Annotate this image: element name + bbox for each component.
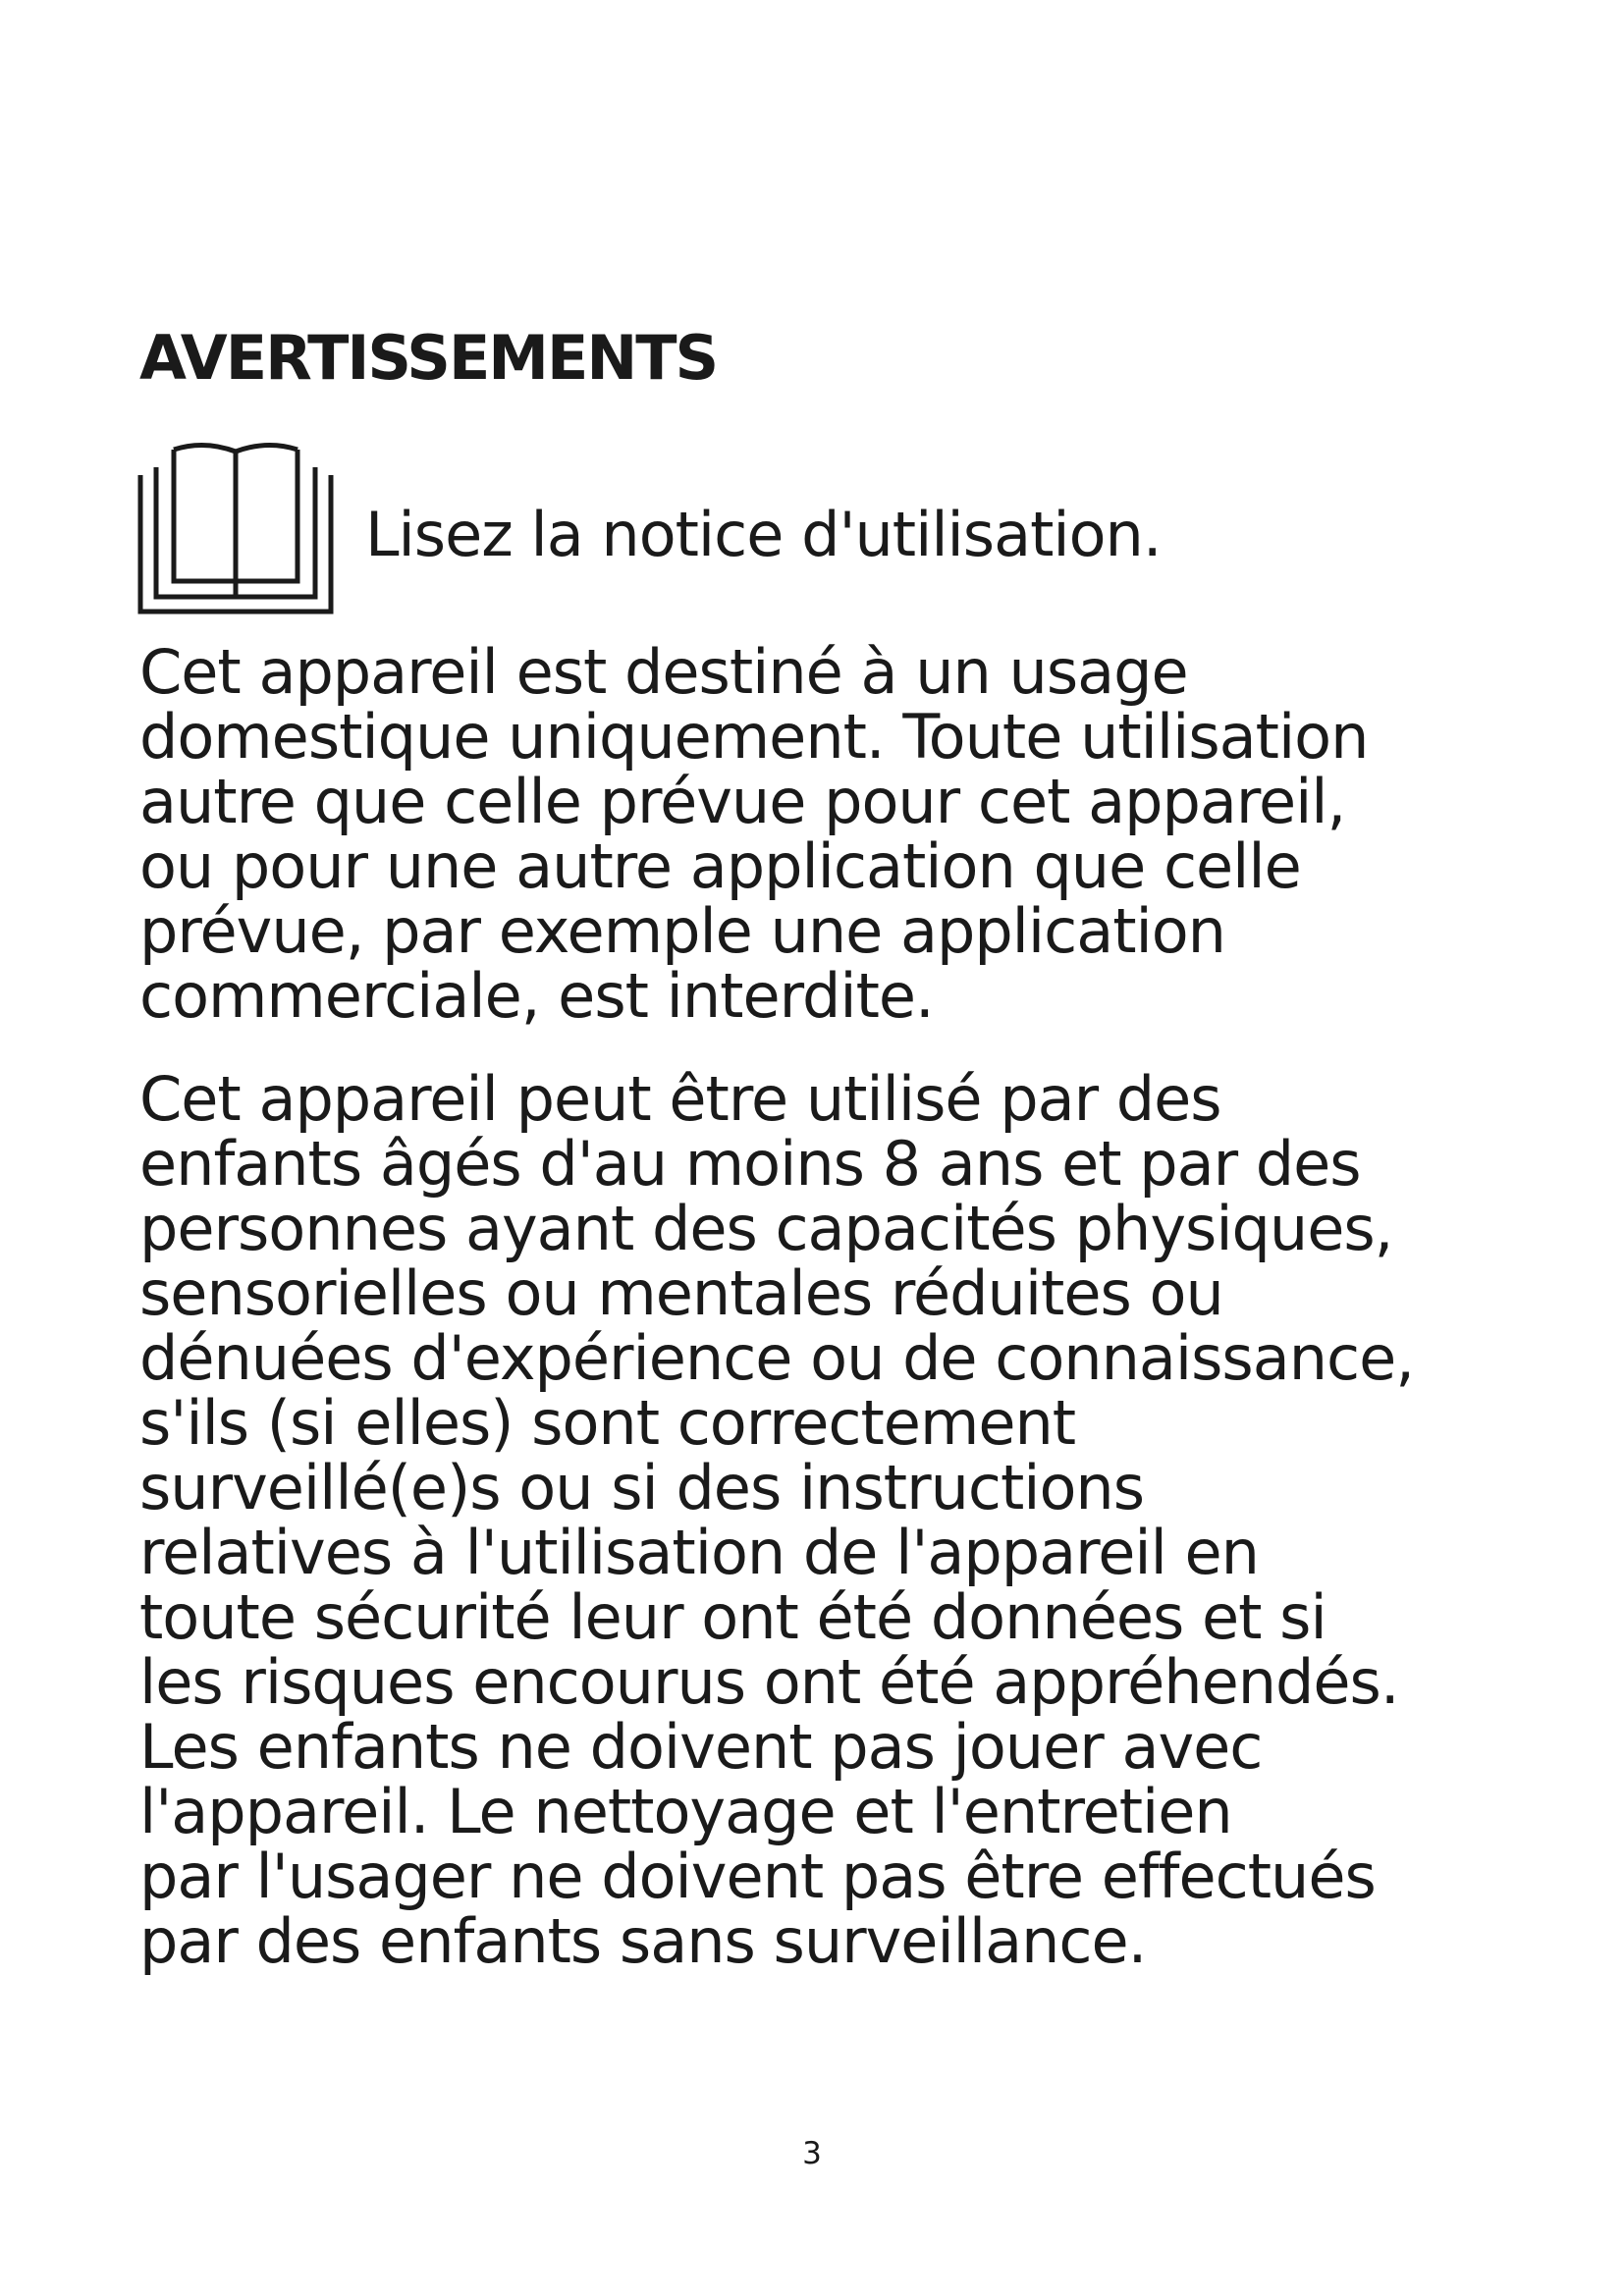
text-line: les risques encourus ont été appréhendés. xyxy=(139,1646,1399,1718)
text-line: dénuées d'expérience ou de connaissance, xyxy=(139,1322,1414,1394)
usage-paragraph xyxy=(139,636,1543,1032)
text-line: Cet appareil est destiné à un usage xyxy=(139,636,1188,708)
text-line: l'appareil. Le nettoyage et l'entretien xyxy=(139,1776,1232,1847)
safety-paragraph xyxy=(139,1063,1543,1977)
text-line: par l'usager ne doivent pas être effectués xyxy=(139,1841,1376,1912)
text-line: sensorielles ou mentales réduites ou xyxy=(139,1257,1223,1329)
open-book-icon xyxy=(137,438,334,614)
text-line: relatives à l'utilisation de l'appareil en xyxy=(139,1517,1259,1588)
read-manual-notice xyxy=(137,432,1512,618)
text-line: par des enfants sans surveillance. xyxy=(139,1905,1147,1977)
text-line: toute sécurité leur ont été données et si xyxy=(139,1581,1326,1653)
page-number: 3 xyxy=(802,2136,822,2171)
text-line: prévue, par exemple une application xyxy=(139,895,1225,967)
text-line: Cet appareil peut être utilisé par des xyxy=(139,1063,1221,1135)
text-line: personnes ayant des capacités physiques, xyxy=(139,1193,1393,1264)
text-line: ou pour une autre application que celle xyxy=(139,830,1301,902)
text-line: domestique uniquement. Toute utilisation xyxy=(139,701,1369,773)
text-line: autre que celle prévue pour cet appareil, xyxy=(139,766,1346,837)
read-manual-text: Lisez la notice d'utilisation. xyxy=(365,499,1162,570)
text-line: enfants âgés d'au moins 8 ans et par des xyxy=(139,1128,1361,1200)
text-line: surveillé(e)s ou si des instructions xyxy=(139,1452,1145,1523)
text-line: commerciale, est interdite. xyxy=(139,960,934,1032)
section-heading: AVERTISSEMENTS xyxy=(139,322,718,394)
text-line: Les enfants ne doivent pas jouer avec xyxy=(139,1711,1263,1783)
text-line: s'ils (si elles) sont correctement xyxy=(139,1387,1076,1459)
